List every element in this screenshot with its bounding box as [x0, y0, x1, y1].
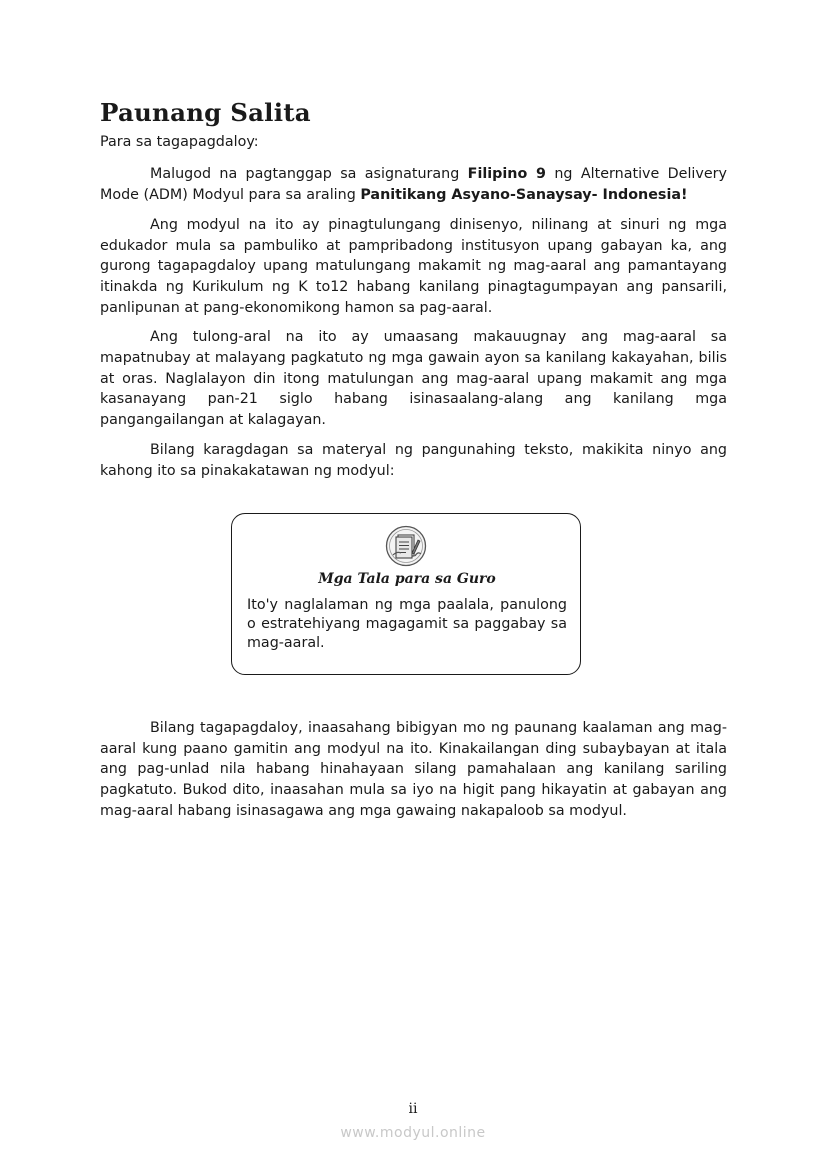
watermark: www.modyul.online	[340, 1125, 486, 1141]
paragraph-welcome	[100, 164, 727, 205]
teacher-notes-box	[231, 513, 581, 675]
welcome-text-1: Malugod na pagtanggap sa asignaturang	[150, 166, 468, 183]
document-page	[100, 98, 727, 819]
teacher-notes-body: Ito'y naglalaman ng mga paalala, panulong o estratehiyang magagamit sa paggabay sa mag-aaral.	[247, 597, 567, 651]
paragraph-facilitator-role: Bilang tagapagdaloy, inaasahang bibigyan mo ng paunang kaalaman ang mag-aaral kung paano gamitin ang modyul na ito. Kinakailangan ding subaybayan at itala ang pag-unlad nila habang hinahayaan silang pamahalaan ang kanilang sariling pagkatuto. Bukod dito, inaasahan mula sa iyo na higit pang hikayatin at gabayan ang mag-aaral habang isinasagawa ang mga gawaing nakapaloob sa modyul.	[100, 720, 727, 819]
teacher-notes-icon	[385, 525, 427, 567]
page-number: ii	[408, 1101, 418, 1117]
page-title: Paunang Salita	[100, 98, 311, 127]
paragraph-learning-aid: Ang tulong-aral na ito ay umaasang makauugnay ang mag-aaral sa mapatnubay at malayang pagkatuto ng mga gawain ayon sa kanilang kakayahan, bilis at oras. Naglalayon din itong matulungan ang mag-aaral upang makamit ang mga kasanayang pan-21 siglo habang isinasaalang-alang ang kanilang mga pangangailangan at kalagayan.	[100, 329, 727, 429]
paragraph-module-design: Ang modyul na ito ay pinagtulungang dinisenyo, nilinang at sinuri ng mga edukador mula sa pambuliko at pampribadong institusyon upang gabayan ka, ang gurong tagapagdaloy upang matulungang makamit ng mag-aaral ang pamantayang itinakda ng Kurikulum ng K to12 habang kanilang pinagtagumpayan ang pansarili, panlipunan at pang-ekonomikong hamon sa pag-aaral.	[100, 216, 727, 316]
welcome-text-2: ng Alternative Delivery Mode (ADM) Modyul para sa araling	[100, 166, 727, 204]
paragraph-box-intro: Bilang karagdagan sa materyal ng pangunahing teksto, makikita ninyo ang kahong ito sa pinakakatawan ng modyul:	[100, 441, 727, 479]
subject-name: Filipino 9	[467, 166, 547, 183]
lesson-name: Panitikang Asyano-Sanaysay- Indonesia!	[360, 187, 688, 204]
teacher-notes-title: Mga Tala para sa Guro	[318, 571, 496, 587]
salutation: Para sa tagapagdaloy:	[100, 134, 259, 151]
